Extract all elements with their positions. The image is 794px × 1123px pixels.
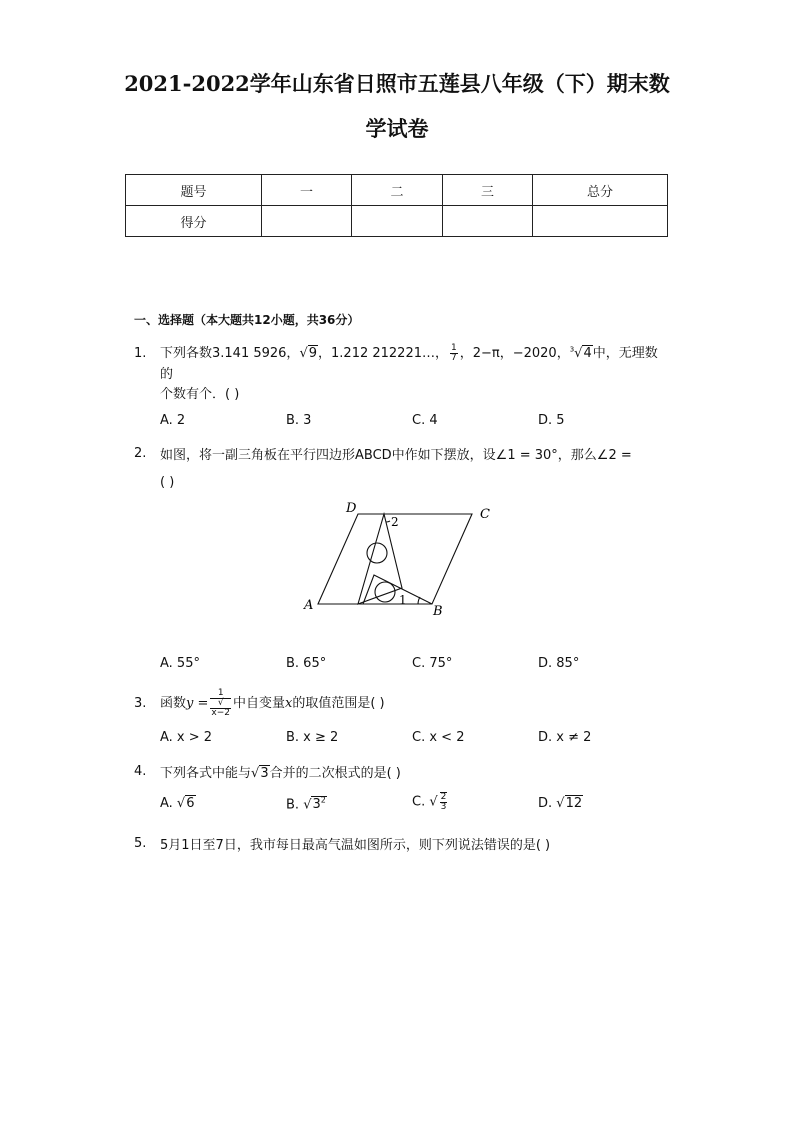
q3-y-equals: y =: [186, 696, 209, 711]
q2-text-line2: ( ): [160, 475, 175, 490]
q3-option-a[interactable]: A. x > 2: [160, 730, 213, 745]
q3-fraction: 1 √ x−2: [211, 688, 230, 718]
q4-option-a-label: A.: [160, 796, 173, 811]
score-row-label: 得分: [126, 206, 262, 237]
question-3-text: [160, 689, 660, 718]
q3-option-c[interactable]: C. x < 2: [412, 730, 465, 745]
paper-title-line1: 2021-2022学年山东省日照市五莲县八年级（下）期末数: [124, 71, 670, 96]
angle-label-2: 2: [391, 515, 399, 529]
angle-1-arc: [418, 597, 420, 604]
q3-text-a: 函数: [160, 696, 187, 711]
question-number: 2.: [134, 446, 147, 461]
q2-option-b[interactable]: B. 65°: [286, 656, 327, 671]
q1-option-c[interactable]: C. 4: [412, 413, 438, 428]
question-number: 1.: [134, 346, 147, 361]
score-table: [125, 174, 668, 237]
q4-option-b[interactable]: B. $√3^2$: [286, 796, 326, 813]
q4-option-c-label: C.: [412, 794, 426, 810]
angle-2-arc: [386, 521, 390, 522]
q1-sqrt-9: 9: [308, 346, 318, 361]
score-header-cell: 一: [262, 175, 352, 206]
score-cell: [533, 206, 668, 237]
q4-option-d-label: D.: [538, 796, 553, 811]
q1-cbrt-index: 3: [569, 345, 575, 354]
q4-option-c-fraction: [440, 792, 448, 812]
q3-option-b[interactable]: B. x ≥ 2: [286, 730, 339, 745]
q4-option-d-radicand: 12: [565, 796, 583, 811]
q4-option-a-radicand: 6: [186, 796, 195, 811]
vertex-label-a: A: [304, 598, 314, 613]
vertex-label-d: D: [346, 501, 357, 516]
q5-text: 5月1日至7日，我市每日最高气温如图所示，则下列说法错误的是( ): [160, 838, 551, 853]
q1-text-c: ，2−π，−2020，: [459, 346, 570, 361]
q3-var-x: x: [285, 696, 293, 711]
q4-text-a: 下列各式中能与: [160, 766, 252, 781]
q4-option-c-den: 3: [440, 802, 447, 812]
q2-option-c[interactable]: C. 75°: [412, 656, 453, 671]
paper-title-line2: 学试卷: [365, 116, 429, 141]
q1-text-line2: 个数有个．( ): [160, 387, 240, 402]
question-number: 3.: [134, 696, 147, 711]
q1-text-a: 下列各数3.141 5926，: [160, 346, 300, 361]
score-table-row: [126, 206, 668, 237]
score-cell: [443, 206, 533, 237]
q4-option-b-base: 3: [312, 797, 321, 813]
q1-option-a[interactable]: A. 2: [160, 413, 186, 428]
q4-option-b-exponent: 2: [320, 796, 326, 805]
question-4-text: 下列各式中能与√3合并的二次根式的是( ): [160, 766, 401, 781]
question-number: 5.: [134, 836, 147, 851]
score-cell: [262, 206, 352, 237]
vertex-label-b: B: [433, 604, 443, 619]
q1-text-d: 中，无理数的: [160, 346, 658, 382]
score-header-cell: 总分: [533, 175, 668, 206]
q1-option-b[interactable]: B. 3: [286, 413, 312, 428]
q1-frac-num: 1: [451, 343, 457, 353]
q4-option-b-radicand: [311, 796, 326, 812]
section-heading: 一、选择题（本大题共12小题，共36分）: [134, 313, 360, 327]
q4-text-b: 合并的二次根式的是( ): [269, 766, 401, 781]
q2-text-line1: 如图，将一副三角板在平行四边形ABCD中作如下摆放，设∠1 = 30°，那么∠2 =: [160, 448, 632, 463]
q2-option-a[interactable]: A. 55°: [160, 656, 200, 671]
q1-option-d[interactable]: D. 5: [538, 413, 565, 428]
score-cell: [352, 206, 443, 237]
angle-label-1: 1: [399, 593, 407, 607]
q4-sqrt-3: 3: [260, 766, 269, 781]
q4-option-c-num: 2: [440, 792, 447, 802]
hole-circle-upper: [367, 543, 387, 563]
q3-option-d[interactable]: D. x ≠ 2: [538, 730, 592, 745]
question-number: 4.: [134, 764, 147, 779]
q4-option-b-label: B.: [286, 797, 300, 813]
q2-option-d[interactable]: D. 85°: [538, 656, 580, 671]
q3-frac-num: 1: [210, 689, 231, 699]
q3-frac-den: x−2: [211, 708, 230, 718]
q1-fraction: [450, 344, 458, 363]
q1-frac-den: 7: [451, 353, 457, 363]
q3-text-b: 中自变量: [232, 696, 285, 711]
q1-text-b: ，1.212 212221…，: [318, 346, 448, 361]
score-header-cell: 三: [443, 175, 533, 206]
score-header-cell: 二: [352, 175, 443, 206]
q1-cbrt-value: 4: [583, 346, 592, 361]
vertex-label-c: C: [480, 507, 490, 522]
score-header-cell: 题号: [126, 175, 262, 206]
score-table-header-row: [126, 175, 668, 206]
question-1-text: 下列各数3.141 5926，√9，1.212 212221…， $\frac{1}{7}$ ，2−π，−2020，$^3$√4中，无理数的: [160, 343, 658, 382]
q4-option-c[interactable]: C. √ $\frac{2}{3}$: [412, 792, 447, 812]
q3-text-c: 的取值范围是( ): [292, 696, 385, 711]
parallelogram-figure: [300, 498, 500, 620]
q4-option-a[interactable]: A. √6: [160, 796, 195, 811]
q4-option-d[interactable]: D. √12: [538, 796, 583, 811]
